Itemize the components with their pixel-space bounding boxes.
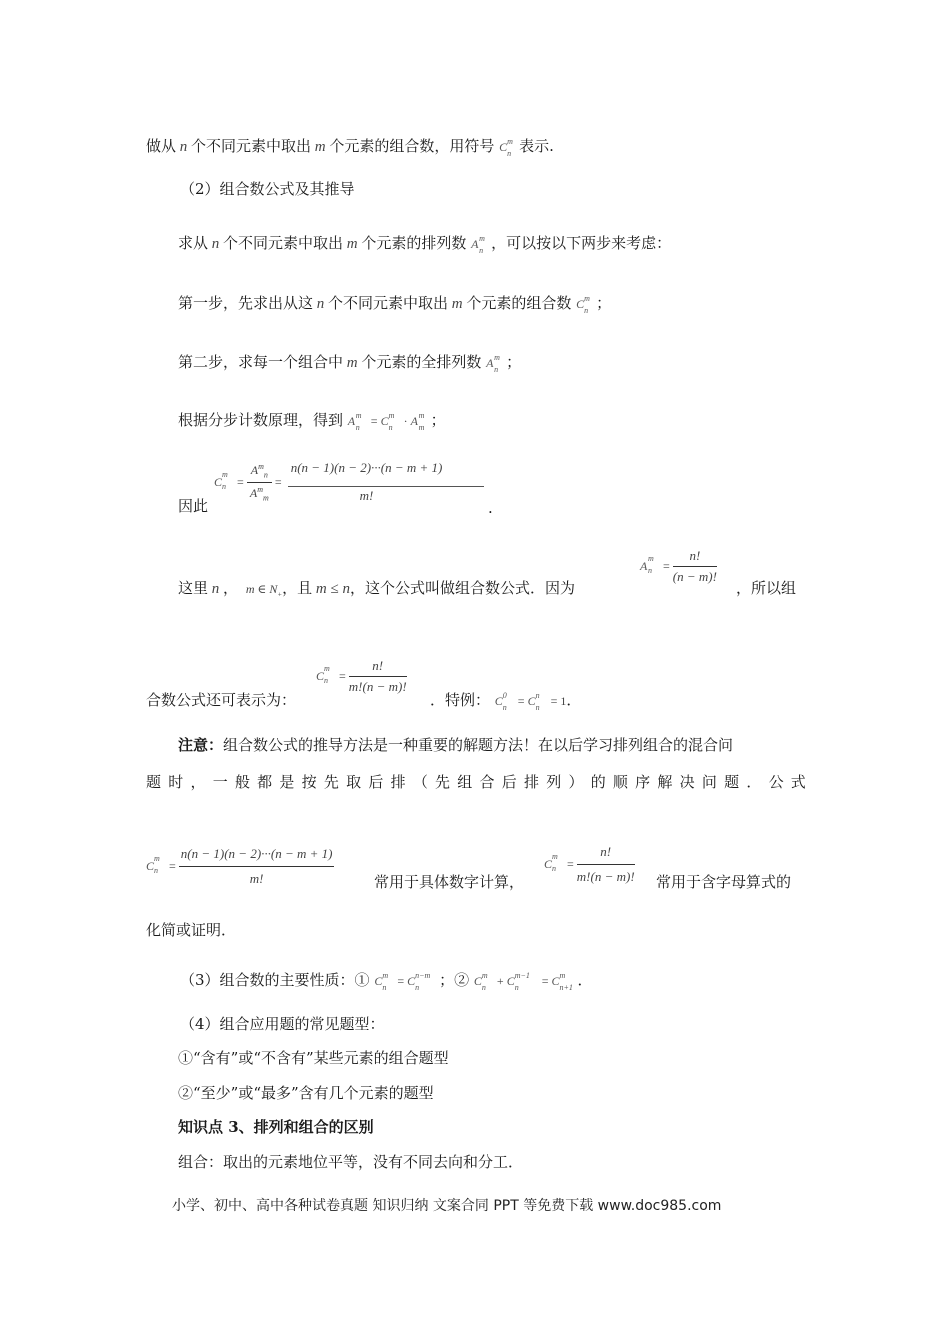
var-m: m bbox=[311, 139, 330, 155]
symbol-c-n-m: C m n bbox=[473, 971, 488, 992]
char: 排 bbox=[390, 773, 406, 791]
symbol-c-n-n-minus-m: C n−m n bbox=[407, 971, 431, 992]
text-run: 个不同元素中取出 bbox=[328, 294, 449, 312]
text-run: ． bbox=[577, 971, 593, 989]
symbol-c-n-m: C m n bbox=[380, 411, 395, 432]
numerator: n! bbox=[349, 658, 407, 677]
step-1 bbox=[178, 293, 611, 314]
text-run: ；② bbox=[439, 971, 470, 989]
text-run: ， bbox=[223, 579, 239, 597]
char: 顺 bbox=[612, 773, 628, 791]
numerator: n! bbox=[673, 548, 717, 567]
symbol-c-n-m: C m n bbox=[316, 664, 330, 685]
knowledge-point-3-heading bbox=[178, 1117, 374, 1137]
equals: = bbox=[514, 694, 528, 708]
factorial-fraction bbox=[577, 844, 635, 885]
char: ， bbox=[190, 773, 206, 791]
text-run: ； bbox=[506, 353, 522, 371]
symbol-c-n-0: C 0 n bbox=[494, 691, 507, 712]
combination-definition: 组合：取出的元素地位平等，没有不同去向和分工． bbox=[178, 1153, 524, 1171]
equals: = bbox=[564, 857, 577, 871]
combination-factorial-formula bbox=[316, 658, 407, 695]
text-run: （3）组合数的主要性质：① bbox=[180, 971, 370, 989]
combination-factorial-formula-2 bbox=[544, 844, 635, 885]
text-run: 求从 bbox=[178, 234, 209, 252]
special-case bbox=[430, 690, 581, 711]
alt-label: 合数公式还可表示为： bbox=[146, 691, 297, 709]
char: 一 bbox=[212, 773, 228, 791]
text-run: ．特例： bbox=[430, 691, 491, 709]
var-n: n bbox=[313, 296, 329, 312]
numerator: $A^m_n$ bbox=[247, 462, 272, 482]
equals: = bbox=[271, 474, 285, 489]
text-run: ，这个公式叫做组合数公式．因为 bbox=[349, 579, 575, 597]
text-run: 个元素的组合数 bbox=[466, 294, 572, 312]
note-line-3a: 常用于具体数字计算， bbox=[374, 873, 525, 891]
char: 题 bbox=[146, 773, 162, 791]
symbol-c-n-plus-1-m: C m n+1 bbox=[551, 971, 573, 992]
definition-line bbox=[146, 136, 554, 157]
var-m: m bbox=[343, 236, 362, 252]
symbol-a-n-m: A m n bbox=[486, 353, 500, 374]
equals-one: = 1 bbox=[547, 694, 567, 708]
char: 列 bbox=[546, 773, 562, 791]
char: 合 bbox=[479, 773, 495, 791]
equals: = bbox=[538, 974, 552, 988]
text-run: ； bbox=[430, 411, 446, 429]
equals: = bbox=[336, 669, 349, 683]
text-run: 表示. bbox=[519, 137, 554, 155]
footer-banner: 小学、初中、高中各种试卷真题 知识归纳 文案合同 PPT 等免费下载 www.doc985.com bbox=[172, 1198, 722, 1214]
text-run: 第二步，求每一个组合中 bbox=[178, 353, 344, 371]
char: 决 bbox=[679, 773, 695, 791]
char: 解 bbox=[657, 773, 673, 791]
var-n: n bbox=[208, 581, 224, 597]
char: 组 bbox=[457, 773, 473, 791]
char: 先 bbox=[435, 773, 451, 791]
equals: = bbox=[367, 414, 381, 428]
symbol-c-n-m: C m n bbox=[214, 469, 228, 491]
text-run: 个不同元素中取出 bbox=[223, 234, 344, 252]
equals: = bbox=[660, 559, 673, 573]
section-4-heading: （4）组合应用题的常见题型： bbox=[180, 1015, 385, 1033]
permutation-factorial-formula bbox=[640, 548, 717, 585]
text-run: ； bbox=[596, 294, 612, 312]
equals: = bbox=[166, 859, 179, 873]
section-3 bbox=[180, 970, 592, 991]
domain-line bbox=[178, 578, 575, 604]
type-item-1: ①“含有”或“不含有”某些元素的组合题型 bbox=[178, 1049, 449, 1067]
product-fraction bbox=[179, 846, 335, 887]
char: 式 bbox=[790, 773, 806, 791]
char: 是 bbox=[279, 773, 295, 791]
dot: · bbox=[400, 414, 411, 428]
char: 都 bbox=[257, 773, 273, 791]
permutation-line bbox=[178, 233, 671, 254]
note-label: 注意： bbox=[178, 736, 224, 754]
symbol-a-n-m: A m n bbox=[471, 234, 485, 255]
section-2-heading: （2）组合数公式及其推导 bbox=[180, 180, 355, 198]
symbol-a-n-m: A m n bbox=[640, 554, 654, 575]
plus: + bbox=[493, 974, 507, 988]
denominator: m!(n − m)! bbox=[576, 869, 635, 884]
text-run: 个元素的组合数，用符号 bbox=[329, 137, 495, 155]
denominator: m! bbox=[359, 488, 374, 503]
note-line-1 bbox=[178, 735, 733, 755]
char: 问 bbox=[701, 773, 717, 791]
type-item-2: ②“至少”或“最多”含有几个元素的题型 bbox=[178, 1084, 434, 1102]
numerator: n(n − 1)(n − 2)···(n − m + 1) bbox=[290, 460, 443, 475]
char: 般 bbox=[234, 773, 250, 791]
symbol-c-n-m: C m n bbox=[146, 854, 160, 875]
char: 的 bbox=[590, 773, 606, 791]
char: （ bbox=[412, 773, 428, 791]
symbol-c-n-m: C m n bbox=[576, 294, 590, 315]
symbol-c-n-m-minus-1: C m−1 n bbox=[506, 971, 530, 992]
char: 排 bbox=[523, 773, 539, 791]
equals: = bbox=[394, 974, 408, 988]
var-n: n bbox=[208, 236, 224, 252]
text-run: 个元素的全排列数 bbox=[361, 353, 482, 371]
var-m: m bbox=[343, 355, 362, 371]
multiplication-rule bbox=[178, 410, 446, 431]
fraction-rule bbox=[288, 486, 484, 487]
note-line-4: 化简或证明． bbox=[146, 921, 237, 939]
char: 取 bbox=[346, 773, 362, 791]
char: 后 bbox=[501, 773, 517, 791]
symbol-c-n-n: C n n bbox=[527, 691, 540, 712]
numerator: n! bbox=[577, 844, 635, 865]
m-leq-n: m ≤ n bbox=[312, 581, 350, 597]
numerator: n(n − 1)(n − 2)···(n − m + 1) bbox=[179, 846, 335, 867]
char: 题 bbox=[724, 773, 740, 791]
symbol-c-n-m: C m n bbox=[374, 971, 389, 992]
symbol-a-m-m: A m m bbox=[410, 411, 425, 432]
denominator: (n − m)! bbox=[672, 569, 717, 584]
period: . bbox=[488, 499, 493, 517]
domain-line-end: ，所以组 bbox=[736, 579, 797, 597]
symbol-c-n-m: C m n bbox=[499, 137, 513, 158]
text-run: ． bbox=[566, 691, 582, 709]
combination-product-formula bbox=[146, 846, 334, 887]
text-run: 根据分步计数原理，得到 bbox=[178, 411, 344, 429]
denominator: $A^m_m$ bbox=[249, 484, 269, 502]
var-m: m bbox=[448, 296, 467, 312]
char: 先 bbox=[323, 773, 339, 791]
text-run: 这里 bbox=[178, 579, 209, 597]
char: ． bbox=[746, 773, 762, 791]
factorial-fraction bbox=[349, 658, 407, 695]
denominator: m! bbox=[249, 871, 264, 886]
note-line-2 bbox=[146, 772, 806, 792]
denominator: m!(n − m)! bbox=[348, 679, 407, 694]
char: 序 bbox=[635, 773, 651, 791]
char: 公 bbox=[768, 773, 784, 791]
therefore-label: 因此 bbox=[178, 497, 209, 515]
combination-formula-main bbox=[214, 460, 448, 504]
char: ） bbox=[568, 773, 584, 791]
ratio-fraction bbox=[247, 462, 272, 502]
factorial-fraction bbox=[673, 548, 717, 585]
note-line-3b: 常用于含字母算式的 bbox=[656, 873, 792, 891]
symbol-a-n-m: A m n bbox=[347, 411, 362, 432]
text-run: ，且 bbox=[282, 579, 313, 597]
text-run: 做从 bbox=[146, 137, 177, 155]
text-run: 个不同元素中取出 bbox=[191, 137, 312, 155]
heading-text: 知识点 3、排列和组合的区别 bbox=[178, 1118, 374, 1136]
symbol-c-n-m: C m n bbox=[544, 852, 558, 873]
var-n: n bbox=[176, 139, 192, 155]
product-fraction bbox=[285, 460, 449, 504]
text-run: ，可以按以下两步来考虑： bbox=[491, 234, 672, 252]
text-run: 个元素的排列数 bbox=[361, 234, 467, 252]
text-run: 组合数公式的推导方法是一种重要的解题方法！在以后学习排列组合的混合问 bbox=[223, 736, 734, 754]
m-in-n-plus: m ∈ $N_+$ bbox=[242, 582, 283, 599]
text-run: 第一步，先求出从这 bbox=[178, 294, 314, 312]
char: 按 bbox=[301, 773, 317, 791]
char: 后 bbox=[368, 773, 384, 791]
char: 时 bbox=[168, 773, 184, 791]
step-2 bbox=[178, 352, 521, 373]
equals: = bbox=[234, 474, 247, 489]
